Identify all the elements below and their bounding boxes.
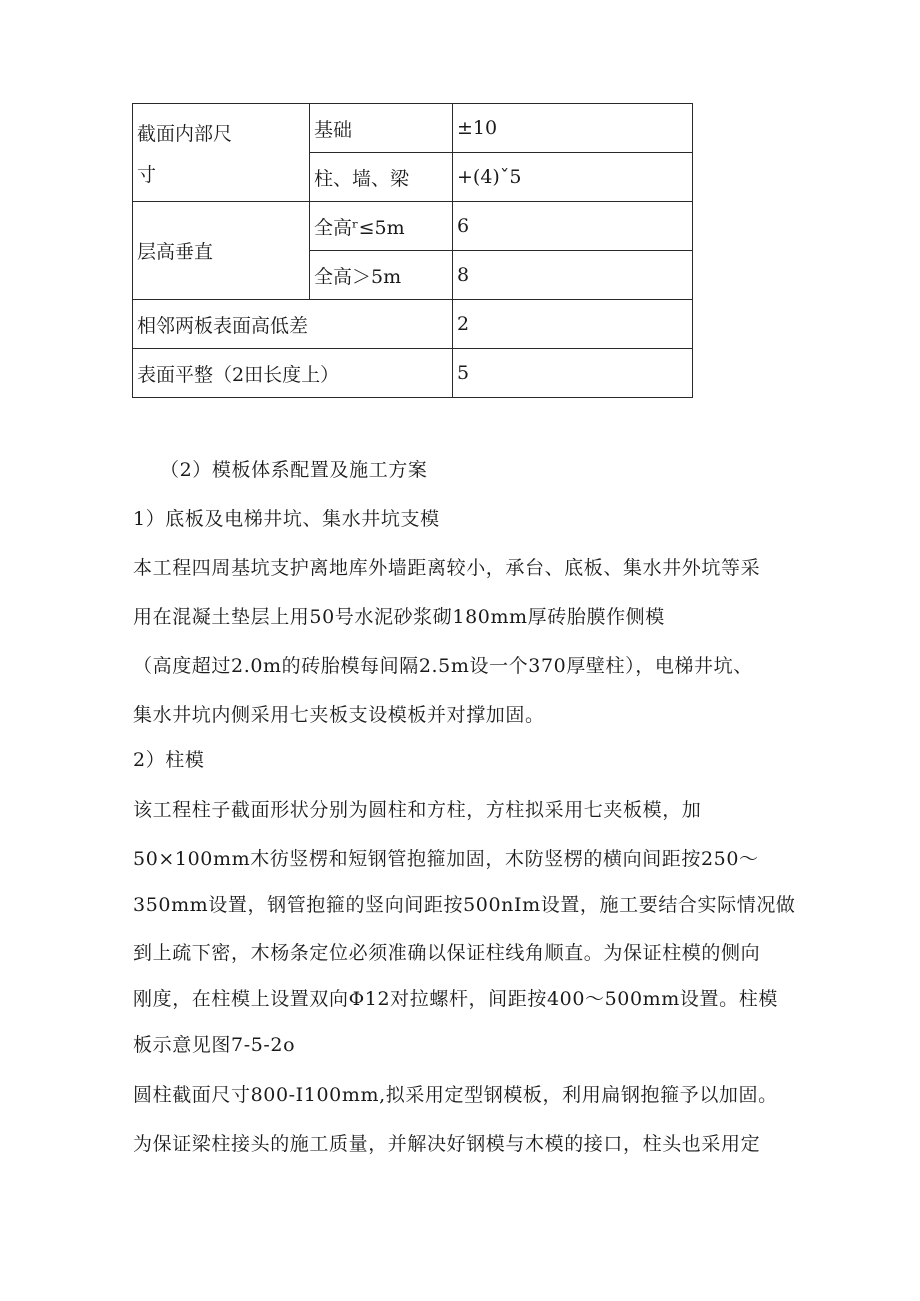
paragraph-line: 到上疏下密，木杨条定位必须准确以保证柱线角顺直。为保证柱模的侧向 xyxy=(133,942,761,964)
floor-verticality-label-cell: 层高垂直 xyxy=(133,202,310,300)
surface-flatness-value-cell: 5 xyxy=(453,349,693,398)
paragraph-line: 为保证梁柱接头的施工质量，并解决好钢模与木模的接口，柱头也采用定 xyxy=(133,1133,761,1155)
table-row xyxy=(133,104,693,153)
paragraph-line: 本工程四周基坑支护离地库外墙距离较小，承台、底板、集水井外坑等采 xyxy=(133,557,761,579)
paragraph-line: （高度超过2.0m的砖胎模每间隔2.5m设一个370厚壁柱），电梯井坑、 xyxy=(133,655,753,677)
table-row xyxy=(133,202,693,251)
paragraph-line: 板示意见图7-5-2o xyxy=(133,1034,296,1056)
adjacent-slab-diff-label-cell: 相邻两板表面高低差 xyxy=(133,300,453,349)
foundation-value-cell: ±10 xyxy=(453,104,693,153)
foundation-cell: 基础 xyxy=(310,104,453,153)
section-heading: （2）模板体系配置及施工方案 xyxy=(160,459,428,481)
height-gt-5m-cell: 全高＞5m xyxy=(310,251,453,300)
height-le-5m-value-cell: 6 xyxy=(453,202,693,251)
height-gt-5m-value-cell: 8 xyxy=(453,251,693,300)
paragraph-line: 350mm设置，钢管抱箍的竖向间距按500nIm设置，施工要结合实际情况做 xyxy=(133,894,796,916)
paragraph-line: 用在混凝土垫层上用50号水泥砂浆砌180mm厚砖胎膜作侧模 xyxy=(133,606,665,628)
table-row xyxy=(133,300,693,349)
table-row xyxy=(133,349,693,398)
paragraph-line: 该工程柱子截面形状分别为圆柱和方柱，方柱拟采用七夹板模，加 xyxy=(133,799,702,821)
paragraph-line: 刚度，在柱模上设置双向Φ12对拉螺杆，间距按400～500mm设置。柱模 xyxy=(133,988,778,1010)
section-size-label-cell xyxy=(133,104,310,202)
subheading-column-formwork: 2）柱模 xyxy=(133,749,205,771)
subheading-base-slab: 1）底板及电梯井坑、集水井坑支模 xyxy=(133,508,440,530)
column-wall-beam-value-cell: +(4)ˇ5 xyxy=(453,153,693,202)
paragraph-line: 圆柱截面尺寸800-I100mm,拟采用定型钢模板，利用扁钢抱箍予以加固。 xyxy=(133,1084,778,1106)
height-le-5m-cell: 全高ʳ≤5m xyxy=(310,202,453,251)
tolerance-table xyxy=(132,103,693,398)
surface-flatness-label-cell: 表面平整（2田长度上） xyxy=(133,349,453,398)
adjacent-slab-diff-value-cell: 2 xyxy=(453,300,693,349)
column-wall-beam-cell: 柱、墙、梁 xyxy=(310,153,453,202)
paragraph-line: 集水井坑内侧采用七夹板支设模板并对撑加固。 xyxy=(133,704,545,726)
paragraph-line: 50×100mm木彷竖楞和短钢管抱箍加固，木防竖楞的横向间距按250～ xyxy=(133,848,759,870)
section-size-label-line2: 寸 xyxy=(137,163,157,186)
section-size-label-line1: 截面内部尺 xyxy=(137,122,233,145)
